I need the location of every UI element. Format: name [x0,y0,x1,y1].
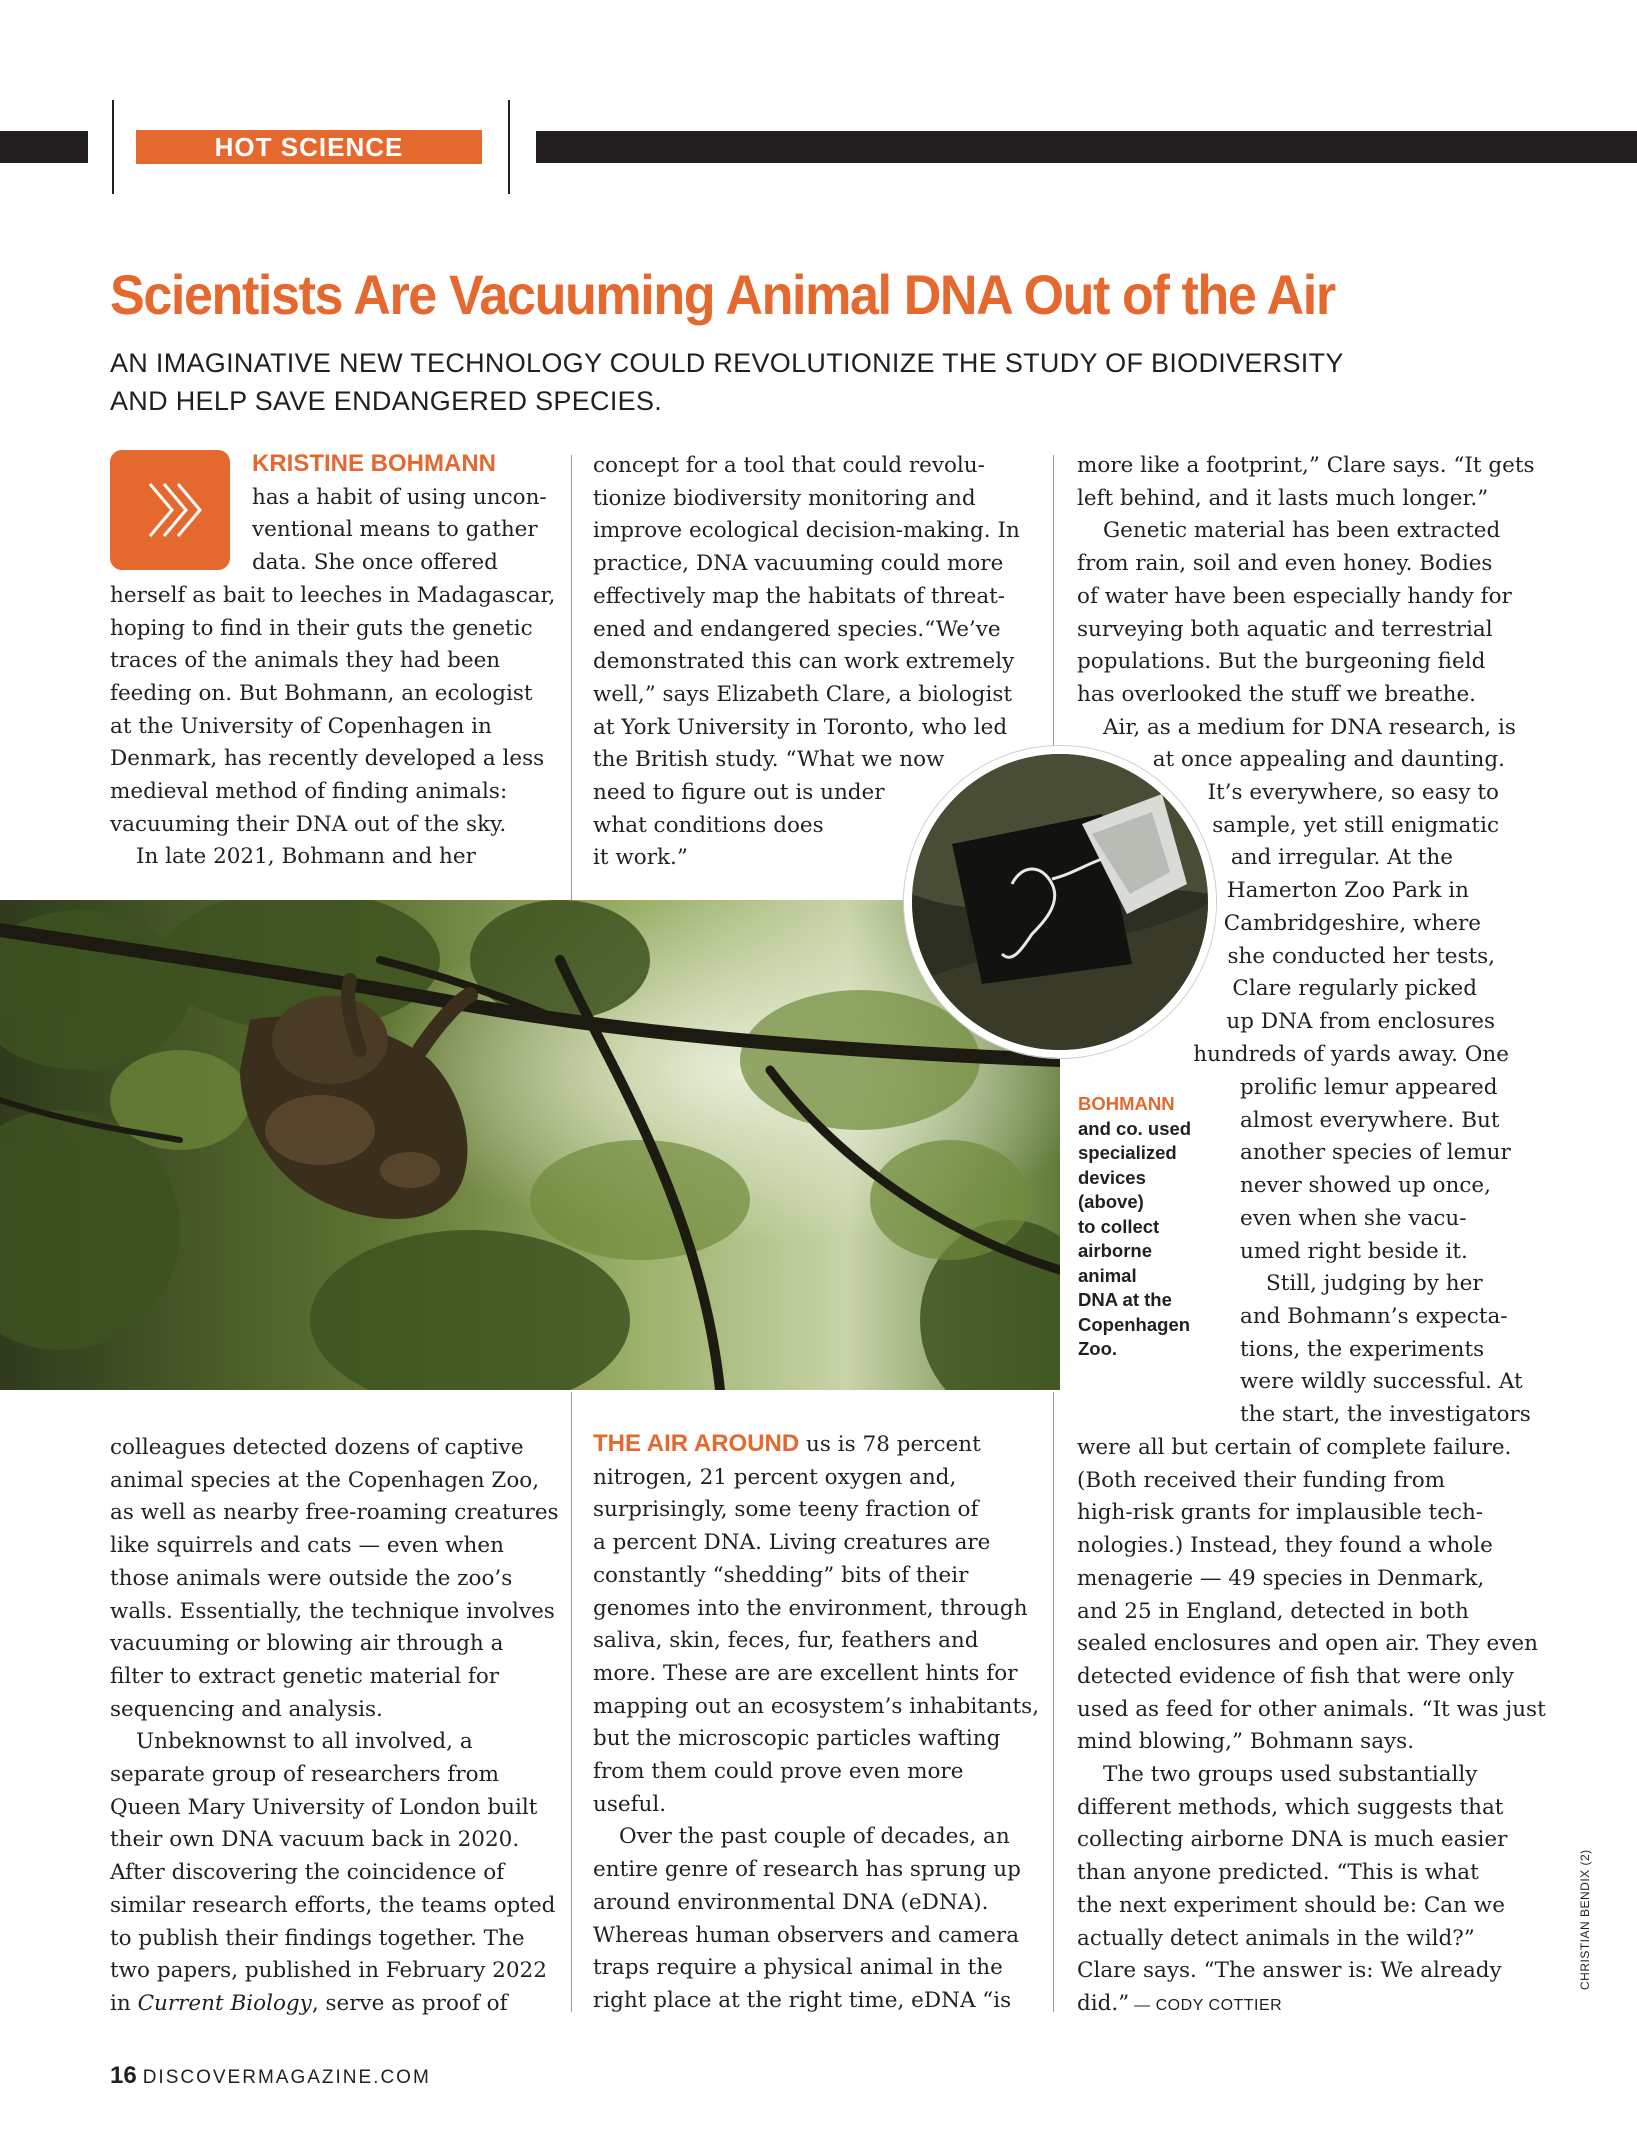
page-folio [110,2062,431,2090]
text-line: improve ecological decision-making. In [593,518,1020,544]
text-line: almost everywhere. But [1240,1107,1500,1133]
col2-bottom [593,1428,1043,2018]
text-line: Whereas human observers and camera [593,1922,1020,1948]
text-line: never showed up once, [1240,1173,1491,1199]
text-line: nologies.) Instead, they found a whole [1077,1533,1493,1559]
text-line: tionize biodiversity monitoring and [593,485,976,511]
header-rule-left [112,100,114,194]
text-line: Hamerton Zoo Park in [1226,878,1469,904]
site-name: DISCOVERMAGAZINE.COM [142,2067,431,2088]
text-line: filter to extract genetic material for [110,1663,500,1689]
text-line: as well as nearby free-roaming creatures [110,1500,559,1526]
caption-lead: BOHMANN [1078,1093,1175,1114]
caption-line: (above) [1078,1191,1144,1212]
text-line: It’s everywhere, so easy to [1207,780,1499,806]
text-line: saliva, skin, feces, fur, feathers and [593,1628,979,1654]
text-line: similar research efforts, the teams opted [110,1892,556,1918]
caption-line: DNA at the [1078,1289,1172,1310]
text-line: even when she vacu- [1240,1205,1467,1231]
text-line: nitrogen, 21 percent oxygen and, [593,1464,957,1490]
text-line: used as feed for other animals. “It was just [1077,1696,1546,1722]
text-line: two papers, published in February 2022 [110,1958,547,1984]
column-rule [571,1392,572,2012]
text-line: feeding on. But Bohmann, an ecologist [110,680,533,706]
col1-bottom [110,1432,560,2021]
text-line: need to figure out is under [593,780,885,806]
text-line: surprisingly, some teeny fraction of [593,1497,979,1523]
caption-line: Zoo. [1078,1338,1118,1359]
dek-line: AND HELP SAVE ENDANGERED SPECIES. [110,386,663,416]
text-line: Genetic material has been extracted [1103,518,1501,544]
page-number: 16 [110,2062,137,2089]
text-line: but the microscopic particles wafting [593,1726,1001,1752]
text-line: at once appealing and daunting. [1152,747,1505,773]
text-line: sample, yet still enigmatic [1212,812,1499,838]
text-line: the start, the investigators [1240,1402,1531,1428]
caption-line: specialized [1078,1142,1177,1163]
text-line: genomes into the environment, through [593,1595,1028,1621]
caption-line: animal [1078,1264,1137,1286]
text-line: The two groups used substantially [1103,1762,1478,1788]
text-line: a percent DNA. Living creatures are [593,1530,991,1556]
caption-line: devices [1078,1166,1146,1188]
text-line: demonstrated this can work extremely [593,649,1015,675]
text-line: practice, DNA vacuuming could more [593,551,1004,577]
text-line: mapping out an ecosystem’s inhabitants, [593,1693,1040,1719]
text-line: of water have been especially handy for [1077,583,1512,609]
text-line: Unbeknownst to all involved, a [136,1729,473,1755]
text-line: entire genre of research has sprung up [593,1857,1021,1883]
text-line: colleagues detected dozens of captive [110,1435,524,1460]
text-line: mind blowing,” Bohmann says. [1077,1729,1415,1755]
text-line: Cambridgeshire, where [1223,910,1481,936]
text-line: left behind, and it lasts much longer.” [1077,485,1489,511]
text-line: their own DNA vacuum back in 2020. [110,1827,520,1853]
text-line: Air, as a medium for DNA research, is [1103,714,1516,740]
text-line: detected evidence of fish that were only [1077,1663,1514,1689]
text-line: traces of the animals they had been [110,648,501,674]
header-bar-left [0,131,88,163]
caption-line: to collect [1078,1215,1160,1237]
device-photo [904,746,1216,1058]
text-line: and Bohmann’s expecta- [1240,1303,1508,1329]
byline: — CODY COTTIER [1129,1996,1283,2014]
text-line: well,” says Elizabeth Clare, a biologist [593,681,1012,707]
text-line: tions, the experiments [1240,1336,1485,1362]
col1-top [110,448,560,874]
dek-line: AN IMAGINATIVE NEW TECHNOLOGY COULD REVOLUTIONIZE THE STUDY OF BIODIVERSITY [110,348,1344,378]
text-line: from rain, soil and even honey. Bodies [1077,551,1493,577]
sloth-photo [0,900,1060,1390]
text-line: After discovering the coincidence of [110,1860,505,1886]
column-rule [571,455,572,900]
text-line: has a habit of using uncon- [252,484,547,510]
text-line: did.” [1077,1990,1130,2016]
text-line: ened and endangered species.“We’ve [593,616,1001,642]
text-line: and irregular. At the [1230,845,1453,871]
text-line: vacuuming or blowing air through a [110,1631,504,1657]
text-line: us is 78 percent [799,1432,981,1457]
lead-in: THE AIR AROUND [593,1430,800,1457]
text-line: constantly “shedding” bits of their [593,1562,969,1588]
photo-credit: CHRISTIAN BENDIX (2) [1578,1849,1592,1990]
photo-caption [1078,1092,1218,1362]
text-line: collecting airborne DNA is much easier [1077,1827,1508,1853]
text-line: were all but certain of complete failure. [1077,1435,1512,1460]
header-bar-right [536,131,1637,163]
section-label: HOT SCIENCE [136,130,482,164]
text-line: to publish their findings together. The [110,1925,525,1951]
text-line: animal species at the Copenhagen Zoo, [110,1467,540,1493]
text-line: useful. [593,1791,667,1817]
text-line: different methods, which suggests that [1077,1794,1504,1820]
text-line: Clare says. “The answer is: We already [1077,1958,1502,1984]
text-line: actually detect animals in the wild?” [1077,1925,1475,1951]
lead-in: KRISTINE BOHMANN [252,450,496,477]
text-line: umed right beside it. [1240,1238,1468,1264]
text-line: prolific lemur appeared [1240,1075,1498,1100]
dek [110,344,1360,420]
text-line: Denmark, has recently developed a less [110,746,545,772]
column-rule [1053,1392,1054,2012]
text-line: and 25 in England, detected in both [1077,1598,1469,1624]
caption-line: airborne [1078,1240,1153,1261]
text-line: (Both received their funding from [1077,1467,1446,1493]
caption-line: and co. used [1078,1117,1192,1139]
text-line: Still, judging by her [1266,1271,1483,1297]
text-line: populations. But the burgeoning field [1077,649,1486,675]
text-line: Over the past couple of decades, an [619,1824,1010,1850]
journal-name: Current Biology [137,1990,312,2016]
text-line: from them could prove even more [593,1759,964,1785]
text-line: Queen Mary University of London built [110,1794,538,1820]
text-line: ventional means to gather [252,517,538,543]
caption-line: Copenhagen [1078,1313,1191,1335]
header-rule-right [508,100,510,194]
text-line: hundreds of yards away. One [1193,1041,1509,1067]
text-line: than anyone predicted. “This is what [1077,1860,1479,1886]
text-line: what conditions does [593,812,824,838]
text-line: , serve as proof of [311,1990,508,2016]
text-line: surveying both aquatic and terrestrial [1077,616,1493,642]
text-line: at the University of Copenhagen in [110,713,492,739]
col3-side [1240,1072,1540,1432]
text-line: medieval method of finding animals: [110,779,508,805]
text-line: sequencing and analysis. [110,1696,383,1722]
text-line: herself as bait to leeches in Madagascar, [110,582,556,608]
text-line: around environmental DNA (eDNA). [593,1889,989,1915]
text-line: right place at the right time, eDNA “is [593,1987,1012,2013]
headline: Scientists Are Vacuuming Animal DNA Out of the Air [110,263,1335,326]
text-line: effectively map the habitats of threat- [593,583,1006,609]
text-line: menagerie — 49 species in Denmark, [1077,1565,1485,1591]
text-line: like squirrels and cats — even when [110,1533,504,1559]
text-line: Clare regularly picked [1232,976,1477,1002]
text-line: in [110,1990,138,2016]
text-line: at York University in Toronto, who led [593,714,1008,740]
text-line: were wildly successful. At [1240,1369,1523,1395]
text-line: she conducted her tests, [1227,943,1495,969]
text-line: the British study. “What we now [593,747,945,773]
text-line: walls. Essentially, the technique involves [110,1598,555,1624]
text-line: the next experiment should be: Can we [1077,1892,1505,1918]
text-line: data. She once offered [252,550,498,576]
text-line: traps require a physical animal in the [593,1955,1003,1981]
text-line: it work.” [593,845,688,871]
text-line: more like a footprint,” Clare says. “It gets [1077,453,1535,478]
text-line: up DNA from enclosures [1226,1008,1495,1034]
text-line: vacuuming their DNA out of the sky. [110,811,507,837]
text-line: those animals were outside the zoo’s [110,1565,513,1591]
text-line: concept for a tool that could revolu- [593,453,985,478]
col3-lower [1077,1432,1546,2023]
text-line: another species of lemur [1240,1140,1511,1166]
text-line: more. These are are excellent hints for [593,1660,1018,1686]
column-rule [1053,455,1054,755]
text-line: hoping to find in their guts the genetic [110,615,533,641]
text-line: sealed enclosures and open air. They even [1077,1631,1538,1657]
text-line: In late 2021, Bohmann and her [136,844,476,870]
text-line: separate group of researchers from [110,1762,499,1788]
text-line: high-risk grants for implausible tech- [1077,1500,1484,1526]
text-line: has overlooked the stuff we breathe. [1077,681,1476,707]
